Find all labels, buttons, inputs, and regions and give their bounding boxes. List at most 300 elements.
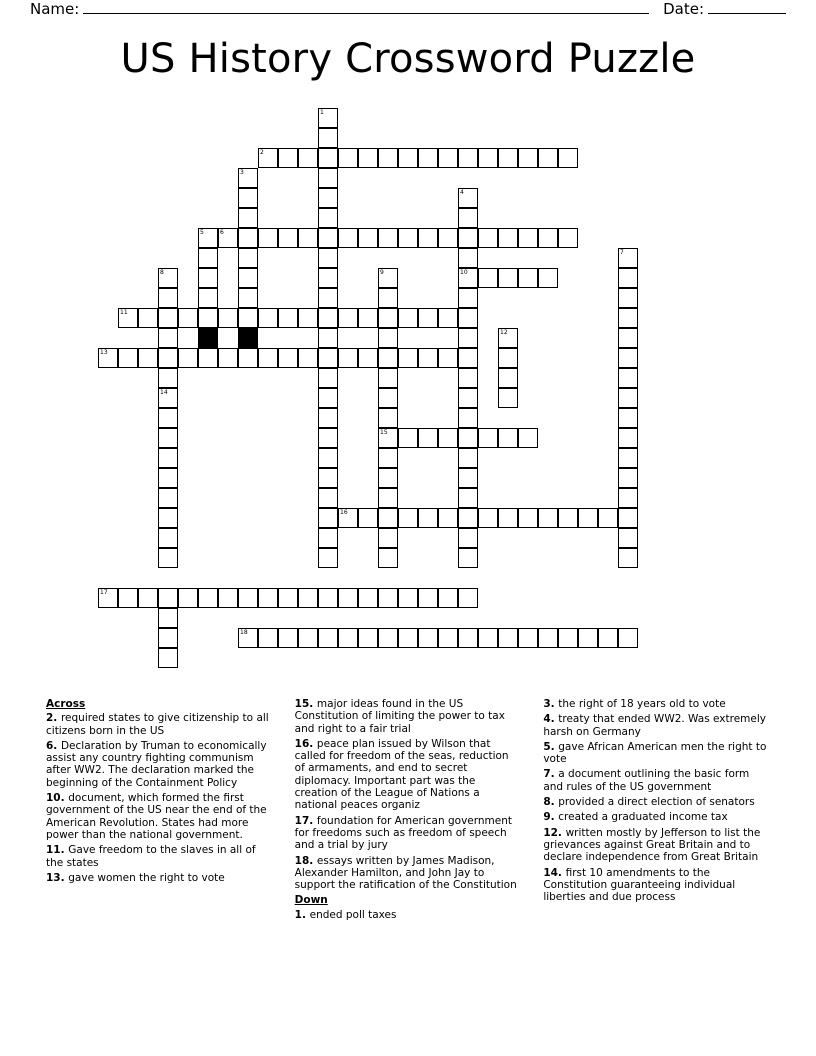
crossword-cell[interactable]	[618, 408, 638, 428]
crossword-cell[interactable]	[478, 148, 498, 168]
crossword-cell[interactable]	[518, 628, 538, 648]
crossword-cell[interactable]	[158, 588, 178, 608]
crossword-cell[interactable]	[378, 528, 398, 548]
clue-text: gave African American men the right to vote	[543, 740, 767, 766]
clue-item	[46, 872, 273, 884]
crossword-cell[interactable]	[438, 508, 458, 528]
crossword-cell[interactable]	[318, 548, 338, 568]
crossword-cell[interactable]	[518, 428, 538, 448]
crossword-cell[interactable]	[458, 348, 478, 368]
crossword-cell[interactable]	[318, 488, 338, 508]
crossword-cell[interactable]	[598, 508, 618, 528]
crossword-cell[interactable]	[158, 628, 178, 648]
crossword-cell[interactable]	[158, 288, 178, 308]
crossword-cell[interactable]	[338, 508, 358, 528]
crossword-cell[interactable]	[318, 388, 338, 408]
cell-number: 11	[120, 309, 128, 316]
clue-item	[295, 909, 522, 921]
crossword-cell[interactable]	[618, 248, 638, 268]
crossword-cell[interactable]	[338, 228, 358, 248]
crossword-cell[interactable]	[618, 308, 638, 328]
clue-text: ended poll taxes	[309, 908, 397, 921]
crossword-cell[interactable]	[318, 528, 338, 548]
clue-text: gave women the right to vote	[68, 871, 225, 884]
crossword-cell[interactable]	[198, 248, 218, 268]
crossword-cell[interactable]	[178, 588, 198, 608]
crossword-cell[interactable]	[158, 388, 178, 408]
crossword-cell[interactable]	[418, 628, 438, 648]
crossword-cell[interactable]	[418, 428, 438, 448]
date-write-line[interactable]	[708, 2, 786, 14]
clue-number: 3.	[543, 698, 559, 710]
crossword-cell[interactable]	[458, 248, 478, 268]
crossword-cell[interactable]	[258, 628, 278, 648]
crossword-cell[interactable]	[158, 408, 178, 428]
crossword-cell[interactable]	[158, 368, 178, 388]
crossword-cell[interactable]	[178, 308, 198, 328]
crossword-cell[interactable]	[138, 588, 158, 608]
clue-text: Gave freedom to the slaves in all of the states	[46, 844, 256, 869]
crossword-cell[interactable]	[458, 228, 478, 248]
cell-number: 14	[160, 389, 168, 396]
clue-text: peace plan issued by Wilson that called for freedom of the seas, reduction of armaments, and end to secret diplomacy. Important part was the creation of the League of Nations a national peaces organiz	[294, 737, 509, 812]
crossword-cell[interactable]	[618, 328, 638, 348]
crossword-cell[interactable]	[238, 628, 258, 648]
crossword-cell[interactable]	[378, 368, 398, 388]
clue-number: 18.	[294, 854, 317, 867]
crossword-cell[interactable]	[418, 508, 438, 528]
name-write-line[interactable]	[83, 2, 649, 14]
crossword-cell[interactable]	[298, 228, 318, 248]
crossword-cell[interactable]	[198, 268, 218, 288]
crossword-cell[interactable]	[258, 228, 278, 248]
crossword-cell[interactable]	[618, 428, 638, 448]
crossword-cell[interactable]	[378, 348, 398, 368]
crossword-cell[interactable]	[578, 508, 598, 528]
crossword-cell[interactable]	[378, 428, 398, 448]
crossword-cell[interactable]	[158, 528, 178, 548]
crossword-cell[interactable]	[478, 628, 498, 648]
crossword-cell[interactable]	[278, 348, 298, 368]
clue-item	[543, 867, 770, 904]
clue-number: 12.	[543, 826, 566, 839]
crossword-cell[interactable]	[258, 348, 278, 368]
clue-item	[543, 768, 770, 793]
crossword-cell[interactable]	[238, 208, 258, 228]
crossword-cell[interactable]	[378, 228, 398, 248]
cell-number: 9	[380, 269, 384, 276]
crossword-cell[interactable]	[378, 308, 398, 328]
crossword-cell[interactable]	[318, 428, 338, 448]
crossword-cell[interactable]	[318, 248, 338, 268]
crossword-cell[interactable]	[498, 368, 518, 388]
crossword-cell[interactable]	[498, 508, 518, 528]
cell-number: 10	[460, 269, 468, 276]
crossword-cell[interactable]	[478, 228, 498, 248]
crossword-cell[interactable]	[358, 348, 378, 368]
clue-number: 4.	[543, 713, 559, 726]
clue-number: 7.	[543, 768, 559, 781]
clue-number: 5.	[543, 740, 559, 753]
crossword-cell[interactable]	[458, 268, 478, 288]
crossword-cell[interactable]	[358, 148, 378, 168]
crossword-cell[interactable]	[458, 448, 478, 468]
crossword-cell[interactable]	[378, 408, 398, 428]
crossword-cell[interactable]	[178, 348, 198, 368]
crossword-cell[interactable]	[238, 308, 258, 328]
crossword-cell[interactable]	[358, 508, 378, 528]
crossword-cell[interactable]	[458, 488, 478, 508]
crossword-cell[interactable]	[418, 308, 438, 328]
clue-number: 1.	[294, 908, 310, 921]
page-title: US History Crossword Puzzle	[120, 36, 696, 82]
crossword-cell[interactable]	[618, 368, 638, 388]
crossword-cell[interactable]	[438, 428, 458, 448]
crossword-cell[interactable]	[238, 188, 258, 208]
crossword-cell[interactable]	[338, 348, 358, 368]
crossword-cell[interactable]	[98, 348, 118, 368]
crossword-cell[interactable]	[418, 348, 438, 368]
crossword-cell[interactable]	[318, 368, 338, 388]
date-label: Date:	[663, 0, 704, 18]
crossword-cell[interactable]	[278, 308, 298, 328]
crossword-cell[interactable]	[598, 628, 618, 648]
crossword-cell[interactable]	[278, 588, 298, 608]
clue-text: Declaration by Truman to economically assist any country fighting communism after WW2. The declaration marked the beginning of the Containment Policy	[46, 739, 267, 789]
crossword-cell[interactable]	[458, 408, 478, 428]
crossword-cell[interactable]	[218, 308, 238, 328]
crossword-cell[interactable]	[318, 308, 338, 328]
crossword-cell[interactable]	[558, 508, 578, 528]
crossword-cell[interactable]	[238, 348, 258, 368]
crossword-cell[interactable]	[438, 308, 458, 328]
crossword-cell[interactable]	[318, 348, 338, 368]
name-label: Name:	[30, 0, 80, 18]
clue-item	[543, 811, 770, 823]
crossword-cell[interactable]	[358, 308, 378, 328]
crossword-cell[interactable]	[618, 288, 638, 308]
crossword-cell[interactable]	[158, 428, 178, 448]
crossword-cell[interactable]	[558, 228, 578, 248]
crossword-cell[interactable]	[458, 148, 478, 168]
crossword-cell[interactable]	[278, 228, 298, 248]
crossword-cell[interactable]	[318, 228, 338, 248]
crossword-cell[interactable]	[238, 168, 258, 188]
down-heading: Down	[294, 894, 328, 907]
crossword-cell[interactable]	[318, 508, 338, 528]
clue-text: provided a direct election of senators	[558, 796, 755, 809]
crossword-cell[interactable]	[318, 328, 338, 348]
crossword-cell[interactable]	[298, 588, 318, 608]
clue-number: 9.	[543, 811, 559, 824]
cell-number: 16	[340, 509, 348, 516]
clue-item	[46, 792, 273, 841]
crossword-cell[interactable]	[418, 588, 438, 608]
crossword-cell[interactable]	[158, 308, 178, 328]
crossword-cell[interactable]	[498, 228, 518, 248]
crossword-cell[interactable]	[158, 608, 178, 628]
crossword-cell[interactable]	[618, 468, 638, 488]
clues-section	[46, 698, 770, 998]
crossword-cell[interactable]	[118, 588, 138, 608]
crossword-cell[interactable]	[398, 428, 418, 448]
clue-number: 17.	[294, 814, 317, 827]
crossword-cell[interactable]	[358, 228, 378, 248]
cell-number: 2	[260, 149, 264, 156]
clue-text: required states to give citizenship to all citizens born in the US	[46, 712, 269, 737]
crossword-cell[interactable]	[458, 368, 478, 388]
crossword-cell[interactable]	[238, 228, 258, 248]
crossword-cell[interactable]	[618, 488, 638, 508]
crossword-block	[238, 328, 258, 348]
crossword-cell[interactable]	[158, 448, 178, 468]
cell-number: 8	[160, 269, 164, 276]
crossword-cell[interactable]	[278, 628, 298, 648]
crossword-cell[interactable]	[518, 508, 538, 528]
crossword-cell[interactable]	[198, 308, 218, 328]
crossword-cell[interactable]	[398, 588, 418, 608]
clue-number: 14.	[543, 866, 566, 879]
crossword-cell[interactable]	[618, 268, 638, 288]
crossword-cell[interactable]	[218, 348, 238, 368]
crossword-cell[interactable]	[198, 588, 218, 608]
crossword-cell[interactable]	[538, 628, 558, 648]
crossword-cell[interactable]	[618, 448, 638, 468]
crossword-cell[interactable]	[338, 588, 358, 608]
crossword-cell[interactable]	[338, 628, 358, 648]
crossword-cell[interactable]	[418, 228, 438, 248]
crossword-cell[interactable]	[398, 228, 418, 248]
crossword-cell[interactable]	[438, 348, 458, 368]
crossword-cell[interactable]	[478, 268, 498, 288]
crossword-cell[interactable]	[458, 588, 478, 608]
across-heading: Across	[46, 698, 86, 710]
crossword-cell[interactable]	[498, 328, 518, 348]
crossword-cell[interactable]	[398, 348, 418, 368]
crossword-cell[interactable]	[318, 468, 338, 488]
crossword-cell[interactable]	[198, 348, 218, 368]
crossword-cell[interactable]	[398, 508, 418, 528]
crossword-cell[interactable]	[378, 468, 398, 488]
clue-item	[543, 741, 770, 766]
crossword-cell[interactable]	[218, 228, 238, 248]
crossword-cell[interactable]	[398, 148, 418, 168]
clue-number: 6.	[46, 739, 61, 752]
crossword-cell[interactable]	[458, 188, 478, 208]
crossword-cell[interactable]	[558, 148, 578, 168]
crossword-cell[interactable]	[158, 268, 178, 288]
cell-number: 12	[500, 329, 508, 336]
crossword-cell[interactable]	[298, 308, 318, 328]
crossword-cell[interactable]	[238, 268, 258, 288]
crossword-cell[interactable]	[618, 528, 638, 548]
crossword-cell[interactable]	[278, 148, 298, 168]
clue-item	[295, 815, 522, 852]
clue-number: 10.	[46, 792, 69, 805]
crossword-cell[interactable]	[378, 548, 398, 568]
cell-number: 5	[200, 229, 204, 236]
crossword-cell[interactable]	[618, 388, 638, 408]
crossword-cell[interactable]	[498, 268, 518, 288]
crossword-cell[interactable]	[158, 468, 178, 488]
crossword-cell[interactable]	[158, 488, 178, 508]
crossword-cell[interactable]	[478, 428, 498, 448]
clue-item	[46, 844, 273, 869]
cell-number: 17	[100, 589, 108, 596]
crossword-cell[interactable]	[538, 148, 558, 168]
crossword-cell[interactable]	[198, 228, 218, 248]
cell-number: 13	[100, 349, 108, 356]
clue-text: the right of 18 years old to vote	[558, 698, 726, 710]
crossword-cell[interactable]	[338, 148, 358, 168]
crossword-cell[interactable]	[458, 508, 478, 528]
clue-number: 11.	[46, 844, 69, 857]
name-date-header	[30, 0, 786, 26]
crossword-cell[interactable]	[318, 128, 338, 148]
crossword-cell[interactable]	[498, 348, 518, 368]
crossword-cell[interactable]	[498, 428, 518, 448]
clue-number: 8.	[543, 796, 559, 809]
crossword-cell[interactable]	[318, 268, 338, 288]
crossword-cell[interactable]	[618, 548, 638, 568]
crossword-cell[interactable]	[138, 348, 158, 368]
crossword-cell[interactable]	[398, 308, 418, 328]
crossword-cell[interactable]	[578, 628, 598, 648]
crossword-cell[interactable]	[118, 308, 138, 328]
crossword-cell[interactable]	[378, 628, 398, 648]
crossword-cell[interactable]	[358, 588, 378, 608]
crossword-cell[interactable]	[218, 588, 238, 608]
crossword-cell[interactable]	[458, 308, 478, 328]
crossword-cell[interactable]	[298, 148, 318, 168]
crossword-cell[interactable]	[538, 228, 558, 248]
crossword-cell[interactable]	[298, 348, 318, 368]
crossword-cell[interactable]	[158, 508, 178, 528]
crossword-cell[interactable]	[98, 588, 118, 608]
crossword-cell[interactable]	[198, 288, 218, 308]
crossword-cell[interactable]	[318, 588, 338, 608]
crossword-cell[interactable]	[518, 268, 538, 288]
crossword-cell[interactable]	[318, 288, 338, 308]
crossword-cell[interactable]	[518, 228, 538, 248]
crossword-cell[interactable]	[378, 288, 398, 308]
crossword-cell[interactable]	[158, 648, 178, 668]
crossword-cell[interactable]	[458, 528, 478, 548]
crossword-cell[interactable]	[438, 228, 458, 248]
crossword-cell[interactable]	[618, 628, 638, 648]
clue-text: essays written by James Madison, Alexander Hamilton, and John Jay to support the ratification of the Constitution	[294, 854, 517, 892]
clue-text: written mostly by Jefferson to list the grievances against Great Britain and to declare independence from Great Britain	[543, 826, 761, 864]
crossword-cell[interactable]	[378, 388, 398, 408]
crossword-cell[interactable]	[378, 268, 398, 288]
crossword-cell[interactable]	[158, 348, 178, 368]
crossword-cell[interactable]	[238, 588, 258, 608]
crossword-cell[interactable]	[438, 628, 458, 648]
cell-number: 6	[220, 229, 224, 236]
crossword-cell[interactable]	[458, 208, 478, 228]
crossword-cell[interactable]	[238, 288, 258, 308]
clue-item	[543, 713, 770, 738]
crossword-grid[interactable]	[98, 108, 718, 688]
crossword-cell[interactable]	[458, 328, 478, 348]
crossword-cell[interactable]	[618, 508, 638, 528]
crossword-cell[interactable]	[378, 508, 398, 528]
cell-number: 15	[380, 429, 388, 436]
crossword-cell[interactable]	[318, 188, 338, 208]
crossword-cell[interactable]	[438, 148, 458, 168]
clue-text: a document outlining the basic form and rules of the US government	[543, 768, 750, 793]
crossword-cell[interactable]	[498, 388, 518, 408]
crossword-cell[interactable]	[558, 628, 578, 648]
crossword-cell[interactable]	[458, 428, 478, 448]
crossword-cell[interactable]	[258, 148, 278, 168]
crossword-cell[interactable]	[538, 268, 558, 288]
crossword-cell[interactable]	[378, 448, 398, 468]
crossword-cell[interactable]	[138, 308, 158, 328]
clue-item	[543, 698, 770, 710]
crossword-cell[interactable]	[498, 148, 518, 168]
clue-item	[295, 855, 522, 892]
crossword-cell[interactable]	[258, 308, 278, 328]
crossword-cell[interactable]	[338, 308, 358, 328]
crossword-cell[interactable]	[518, 148, 538, 168]
crossword-cell[interactable]	[378, 148, 398, 168]
crossword-cell[interactable]	[358, 628, 378, 648]
crossword-cell[interactable]	[318, 628, 338, 648]
cell-number: 3	[240, 169, 244, 176]
crossword-cell[interactable]	[538, 508, 558, 528]
crossword-cell[interactable]	[378, 328, 398, 348]
crossword-cell[interactable]	[318, 448, 338, 468]
crossword-cell[interactable]	[378, 488, 398, 508]
crossword-cell[interactable]	[258, 588, 278, 608]
crossword-cell[interactable]	[378, 588, 398, 608]
crossword-cell[interactable]	[318, 168, 338, 188]
crossword-cell[interactable]	[158, 548, 178, 568]
crossword-cell[interactable]	[318, 208, 338, 228]
crossword-cell[interactable]	[458, 468, 478, 488]
crossword-cell[interactable]	[458, 388, 478, 408]
clue-item	[46, 712, 273, 737]
crossword-cell[interactable]	[238, 248, 258, 268]
crossword-cell[interactable]	[438, 588, 458, 608]
crossword-cell[interactable]	[118, 348, 138, 368]
clue-item	[295, 738, 522, 812]
crossword-cell[interactable]	[418, 148, 438, 168]
clue-text: document, which formed the first government of the US near the end of the American Revolution. States had more power than the national government.	[46, 792, 267, 841]
crossword-cell[interactable]	[318, 108, 338, 128]
crossword-cell[interactable]	[398, 628, 418, 648]
crossword-cell[interactable]	[158, 328, 178, 348]
clue-text: major ideas found in the US Constitution of limiting the power to tax and right to a fair trial	[294, 698, 505, 735]
crossword-grid-container	[0, 108, 816, 693]
clue-text: foundation for American government for freedoms such as freedom of speech and a trial by jury	[294, 814, 512, 852]
crossword-cell[interactable]	[458, 628, 478, 648]
crossword-cell[interactable]	[618, 348, 638, 368]
crossword-cell[interactable]	[498, 628, 518, 648]
clue-number: 13.	[46, 871, 69, 884]
crossword-cell[interactable]	[458, 548, 478, 568]
crossword-cell[interactable]	[318, 148, 338, 168]
clue-text: created a graduated income tax	[558, 811, 728, 824]
crossword-cell[interactable]	[458, 288, 478, 308]
clue-item	[295, 698, 522, 735]
cell-number: 7	[620, 249, 624, 256]
crossword-cell[interactable]	[318, 408, 338, 428]
crossword-cell[interactable]	[298, 628, 318, 648]
clue-item	[46, 740, 273, 789]
crossword-cell[interactable]	[478, 508, 498, 528]
